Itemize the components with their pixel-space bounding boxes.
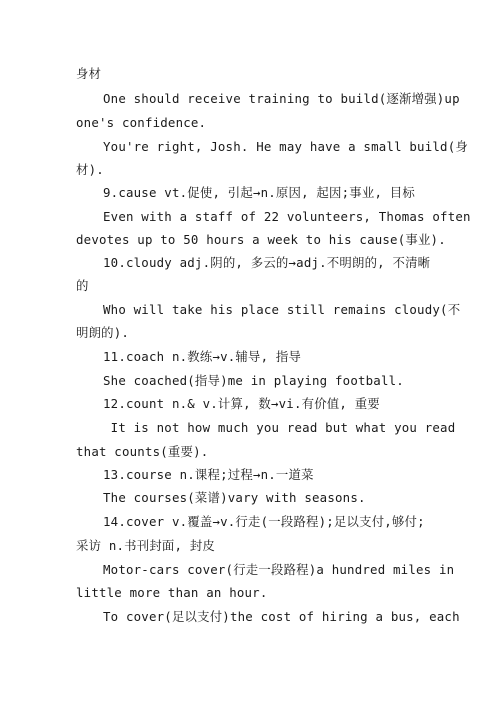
- text-line: little more than an hour.: [76, 585, 268, 600]
- text-line: 的: [76, 278, 89, 293]
- text-line: To cover(足以支付)the cost of hiring a bus, each: [103, 609, 460, 624]
- text-line: 明朗的).: [76, 325, 130, 340]
- text-line: 身材: [76, 66, 102, 81]
- text-line: Motor-cars cover(行走一段路程)a hundred miles in: [103, 562, 455, 577]
- text-line: She coached(指导)me in playing football.: [103, 373, 404, 388]
- text-line: 10.cloudy adj.阴的, 多云的→adj.不明朗的, 不清晰: [103, 255, 431, 270]
- text-line: 材).: [76, 162, 104, 177]
- text-line: One should receive training to build(逐渐增强)up: [103, 91, 460, 106]
- text-line: Even with a staff of 22 volunteers, Thomas often: [103, 209, 471, 224]
- text-line: 12.count n.& v.计算, 数→vi.有价值, 重要: [103, 396, 380, 411]
- text-line: Who will take his place still remains cloudy(不: [103, 302, 461, 317]
- text-line: 采访 n.书刊封面, 封皮: [76, 538, 216, 553]
- text-line: It is not how much you read but what you read: [103, 420, 456, 435]
- text-line: one's confidence.: [76, 115, 207, 130]
- text-line: 13.course n.课程;过程→n.一道菜: [103, 467, 314, 482]
- text-line: that counts(重要).: [76, 444, 209, 459]
- text-line: 11.coach n.教练→v.辅导, 指导: [103, 349, 302, 364]
- text-line: The courses(菜谱)vary with seasons.: [103, 490, 366, 505]
- text-line: 14.cover v.覆盖→v.行走(一段路程);足以支付,够付;: [103, 514, 425, 529]
- text-line: You're right, Josh. He may have a small build(身: [103, 139, 468, 154]
- text-line: devotes up to 50 hours a week to his cause(事业).: [76, 232, 446, 247]
- text-line: 9.cause vt.促使, 引起→n.原因, 起因;事业, 目标: [103, 185, 415, 200]
